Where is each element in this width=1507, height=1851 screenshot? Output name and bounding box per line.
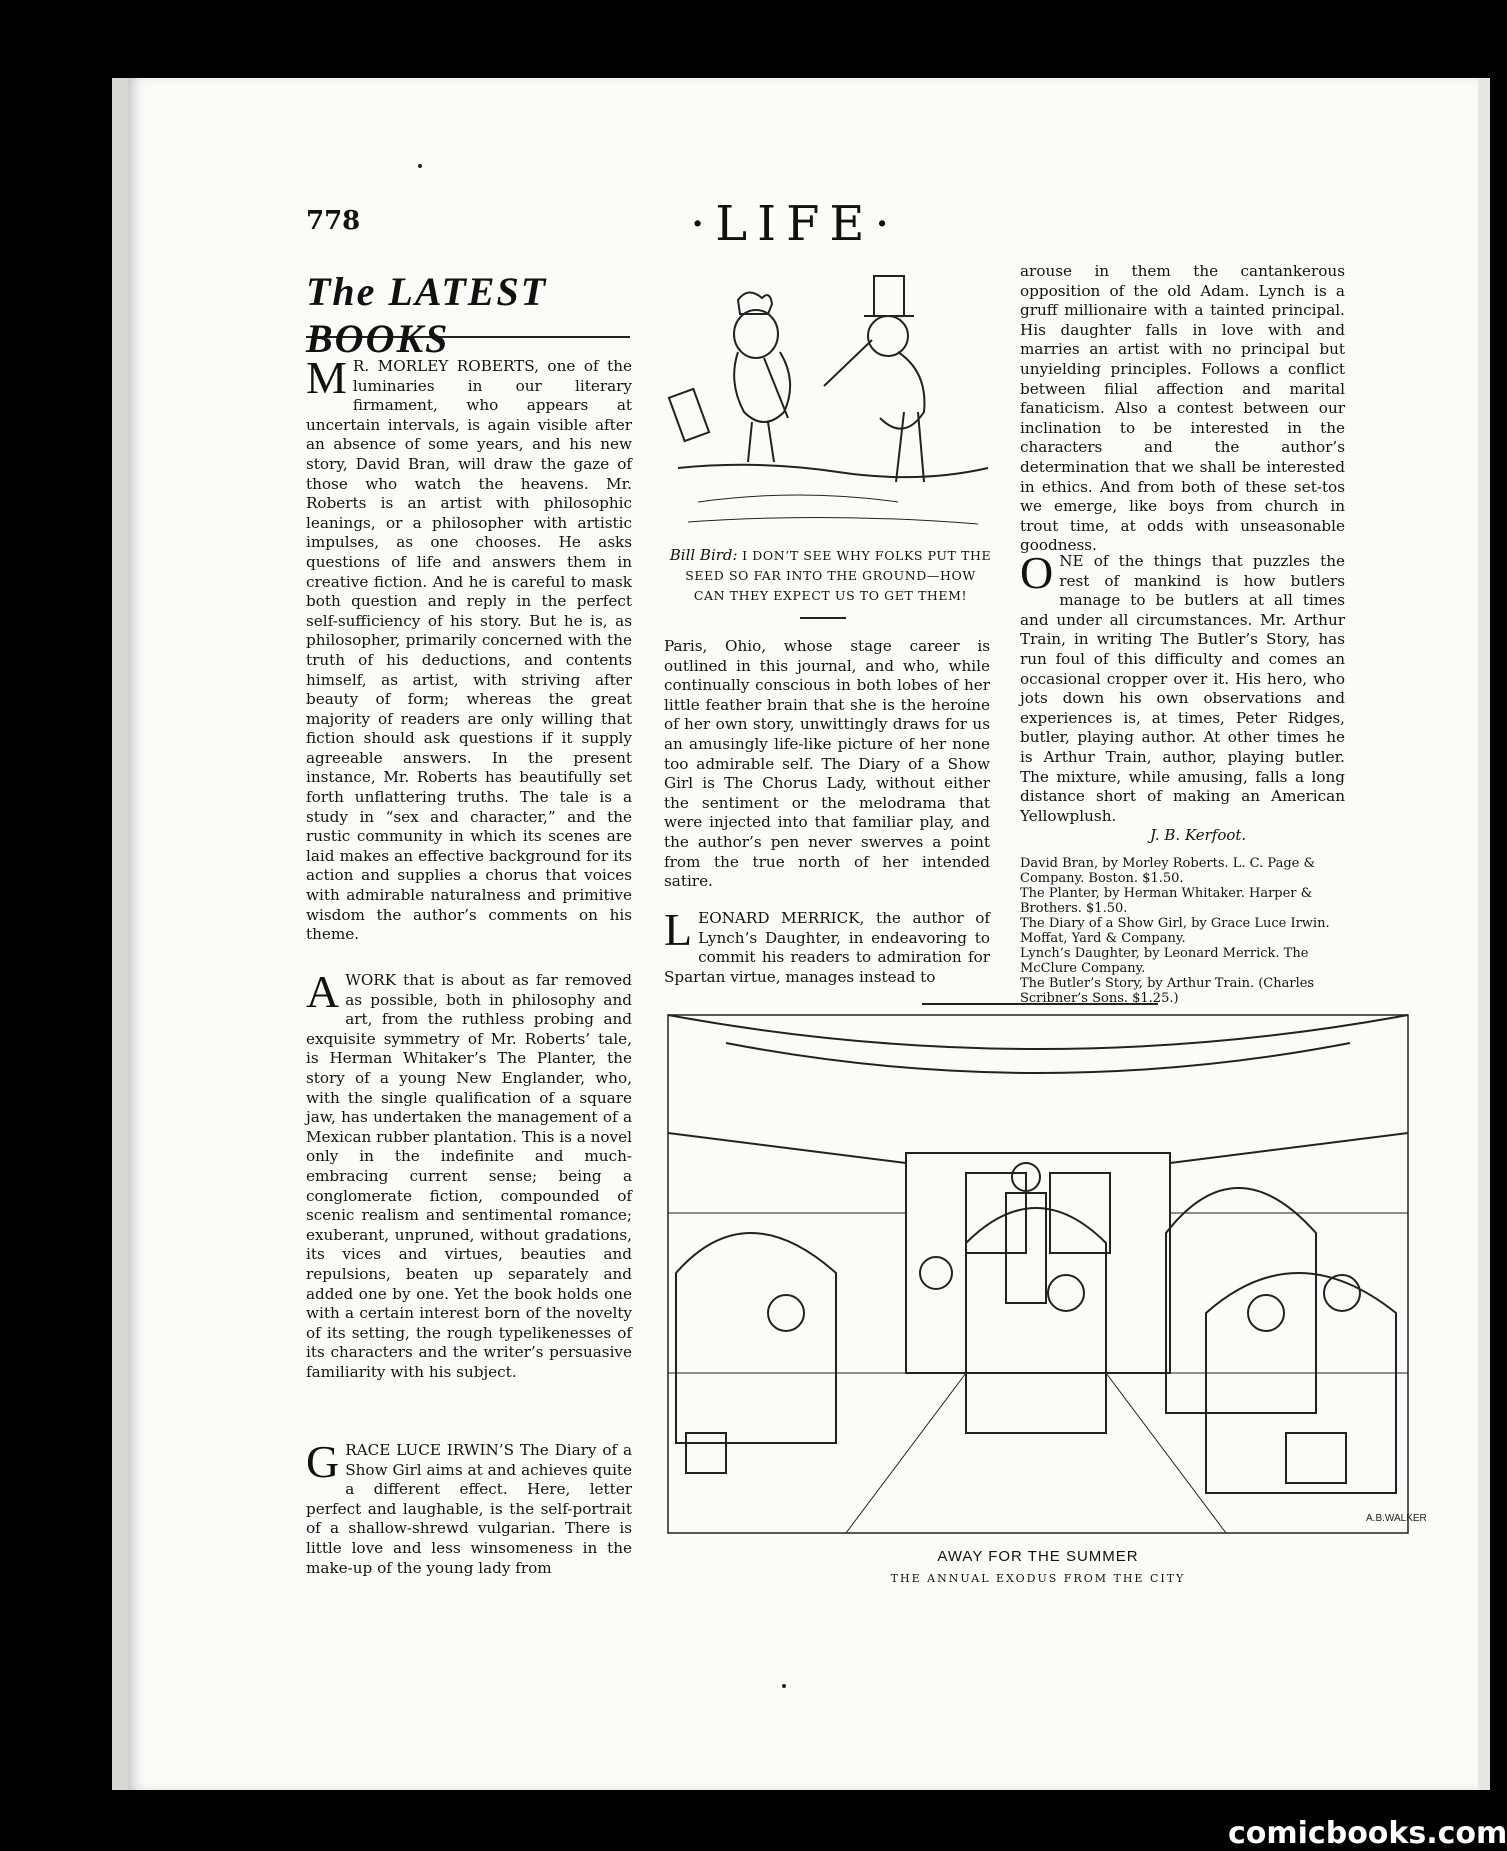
drop-cap: G: [306, 1436, 340, 1487]
site-watermark: comicbooks.com: [1228, 1816, 1507, 1851]
book-references: [1020, 856, 1345, 1006]
column-1-part-2: [306, 966, 632, 1382]
column-1-part-3: [306, 1436, 632, 1578]
artist-signature: A.B.WALKER: [1366, 1513, 1427, 1524]
section-divider: [800, 617, 846, 619]
book-reference: The Planter, by Herman Whitaker. Harper & Brothers. $1.50.: [1020, 886, 1313, 916]
paragraph-whitaker: AWORK that is about as far removed as possible, both in philosophy and art, from the ruthless probing and exquisite symmetry of Mr. Roberts’ tale, is Herman Whitaker’s The Planter, the story of a young New Englander, who, with the single qualification of a square jaw, has undertaken the management of a Mexican rubber plantation. This is a novel only in the indefinite and much-embracing current sense; being a conglomerate fiction, compounded of scenic realism and sentimental romance; exuberant, unpruned, without gradations, its vices and virtues, beauties and repulsions, beaten up separately and added one by one. Yet the book holds one with a certain interest born of the novelty of its setting, the rough typelikenesses of its characters and the writer’s persuasive familiarity with his subject.: [306, 966, 632, 1381]
masthead: ·LIFE·: [690, 196, 900, 252]
section-title: The LATEST BOOKS: [306, 269, 548, 361]
page-edge-right: [1478, 78, 1490, 1790]
paragraph-irwin-continued: Paris, Ohio, whose stage career is outlined in this journal, and who, while continually conscious in both lobes of her little feather brain that she is the heroine of her own story, unwittingly draws for us an amusingly life-like picture of her none too admirable self. The Diary of a Show Girl is The Chorus Lady, without either the sentiment or the melodrama that were injected into that familiar play, and the author’s pen never swerves a point from the true north of her intended satire.: [664, 637, 990, 891]
drop-cap: M: [306, 352, 347, 403]
paragraph-irwin: GRACE LUCE IRWIN’S The Diary of a Show Girl aims at and achieves quite a different effect. Here, letter perfect and laughable, is the self-portrait of a shallow-shrewd vulgarian. There is little love and less winsomeness in the make-up of the young lady from: [306, 1436, 632, 1577]
column-3: [1020, 262, 1345, 556]
page-number: 778: [306, 206, 361, 236]
drop-cap: L: [664, 904, 693, 955]
paragraph-train: ONE of the things that puzzles the rest of mankind is how butlers manage to be butlers at all times and under all circumstances. Mr. Arthur Train, in writing The Butler’s Story, has run foul of this difficulty and comes an occasional cropper over it. His hero, who jots down his own observations and experiences is, at times, Peter Ridges, butler, playing author. At other times he is Arthur Train, author, playing butler. The mixture, while amusing, falls a long distance short of making an American Yellowplush.: [1020, 547, 1345, 825]
book-reference: The Butler’s Story, by Arthur Train. (Charles Scribner’s Sons. $1.25.): [1020, 976, 1315, 1006]
book-reference: Lynch’s Daughter, by Leonard Merrick. The McClure Company.: [1020, 946, 1309, 976]
bird-cartoon-illustration: [668, 272, 990, 534]
book-reference: David Bran, by Morley Roberts. L. C. Page & Company. Boston. $1.50.: [1020, 856, 1316, 886]
paragraph-merrick-continued: arouse in them the cantankerous opposition of the old Adam. Lynch is a gruff millionaire with a tainted principal. His daughter falls in love with and marries an artist with no principal but unyielding principles. Follows a conflict between filial affection and marital fanaticism. Also a contest between our inclination to be interested in the characters and the author’s determination that we shall be interested in ethics. And from both of these set-tos we emerge, like boys from church in trout time, at odds with unseasonable goodness.: [1020, 262, 1345, 555]
column-2-part-2: [664, 904, 990, 987]
illustration-rule: [922, 1003, 1158, 1005]
speck: [418, 164, 422, 168]
paragraph-merrick: LEONARD MERRICK, the author of Lynch’s Daughter, in endeavoring to commit his readers to admiration for Spartan virtue, manages instead to: [664, 904, 990, 986]
column-3-part-2: [1020, 547, 1345, 826]
train-car-illustration: [666, 1013, 1427, 1535]
column-1: [306, 352, 632, 945]
drop-cap: O: [1020, 547, 1054, 598]
cartoon-caption-text: I DON’T SEE WHY FOLKS PUT THE SEED SO FAR INTO THE GROUND—HOW CAN THEY EXPECT US TO GET THEM!: [685, 548, 992, 603]
illustration-title: AWAY FOR THE SUMMER: [937, 1548, 1139, 1565]
reviewer-signature: J. B. Kerfoot.: [1150, 826, 1247, 844]
cartoon-caption: [668, 545, 993, 606]
section-title-art: [306, 262, 630, 361]
drop-cap: A: [306, 966, 340, 1017]
cartoon-speaker: Bill Bird:: [669, 546, 738, 564]
paragraph-roberts: M R. MORLEY ROBERTS, one of the luminaries in our literary firmament, who appears at uncertain intervals, is again visible after an absence of some years, and his new story, David Bran, will draw the gaze of those who watch the heavens. Mr. Roberts is an artist with philosophic leanings, or a philosopher with artistic impulses, as one chooses. He asks questions of life and answers them in creative fiction. And he is careful to mask both question and reply in the perfect self-sufficiency of his story. But he is, as philosopher, primarily concerned with the truth of his deductions, and contents himself, as artist, with striving after beauty of form; whereas the great majority of readers are only willing that fiction should ask questions if it supply agreeable answers. In the present instance, Mr. Roberts has beautifully set forth unflattering truths. The tale is a study in “sex and character,” and the rustic community in which its scenes are laid makes an effective background for its action and supplies a chorus that voices with admirable naturalness and primitive wisdom the author’s comments on his theme.: [306, 352, 632, 944]
column-2: [664, 637, 990, 892]
illustration-subtitle: THE ANNUAL EXODUS FROM THE CITY: [890, 1572, 1186, 1585]
book-reference: The Diary of a Show Girl, by Grace Luce Irwin. Moffat, Yard & Company.: [1020, 916, 1330, 946]
speck: [782, 1684, 786, 1688]
